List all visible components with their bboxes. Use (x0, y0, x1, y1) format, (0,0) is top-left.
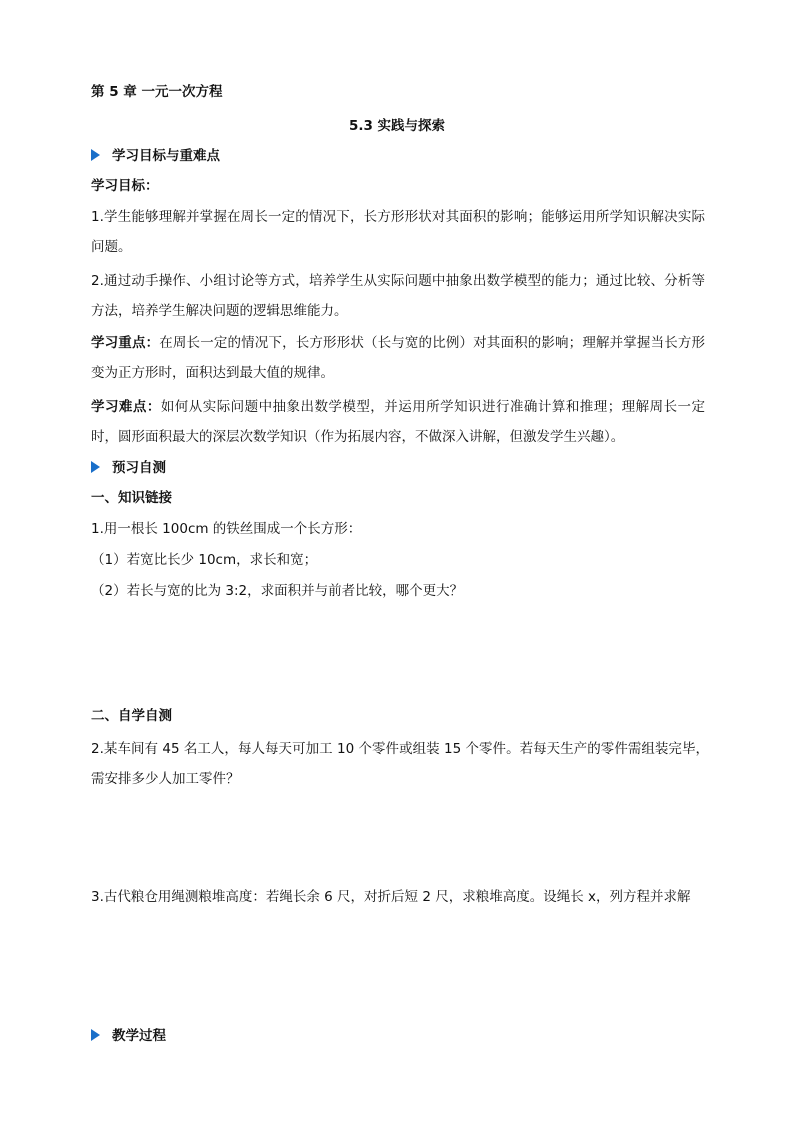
question-1-part-2: （2）若长与宽的比为 3:2，求面积并与前者比较，哪个更大？ (91, 583, 464, 599)
question-1: 1.用一根长 100cm 的铁丝围成一个长方形： (91, 521, 362, 537)
knowledge-link-heading: 一、知识链接 (91, 490, 172, 506)
key-points (91, 328, 705, 388)
question-3: 3.古代粮仓用绳测粮堆高度：若绳长余 6 尺，对折后短 2 尺，求粮堆高度。设绳长 x，列方程并求解 (91, 889, 691, 905)
teaching-heading-text: 教学过程 (112, 1028, 166, 1044)
goals-heading (91, 146, 220, 166)
preview-heading-text: 预习自测 (112, 460, 166, 476)
difficult-points-text: 如何从实际问题中抽象出数学模型，并运用所学知识进行准确计算和推理；理解周长一定时，圆形面积最大的深层次数学知识（作为拓展内容，不做深入讲解，但激发学生兴趣）。 (91, 399, 706, 445)
triangle-bullet-icon (91, 149, 100, 161)
teaching-heading (91, 1026, 166, 1046)
preview-heading (91, 458, 166, 478)
self-test-heading: 二、自学自测 (91, 708, 172, 724)
triangle-bullet-icon (91, 461, 100, 473)
triangle-bullet-icon (91, 1029, 100, 1041)
goal-2: 2.通过动手操作、小组讨论等方式，培养学生从实际问题中抽象出数学模型的能力；通过比较、分析等方法，培养学生解决问题的逻辑思维能力。 (91, 273, 705, 319)
key-points-text: 在周长一定的情况下，长方形形状（长与宽的比例）对其面积的影响；理解并掌握当长方形变为正方形时，面积达到最大值的规律。 (91, 335, 706, 381)
difficult-points-label: 学习难点： (91, 399, 161, 415)
goal-1: 1.学生能够理解并掌握在周长一定的情况下，长方形形状对其面积的影响；能够运用所学知识解决实际问题。 (91, 209, 705, 255)
goals-heading-text: 学习目标与重难点 (112, 148, 220, 164)
question-1-part-1: （1）若宽比长少 10cm，求长和宽； (91, 552, 318, 568)
section-title: 5.3 实践与探索 (348, 118, 446, 134)
difficult-points (91, 392, 705, 452)
goals-label: 学习目标： (91, 178, 159, 194)
question-2: 2.某车间有 45 名工人，每人每天可加工 10 个零件或组装 15 个零件。若每天生产的零件需组装完毕，需安排多少人加工零件？ (91, 741, 709, 787)
key-points-label: 学习重点： (91, 335, 160, 351)
chapter-title: 第 5 章 一元一次方程 (91, 84, 223, 100)
